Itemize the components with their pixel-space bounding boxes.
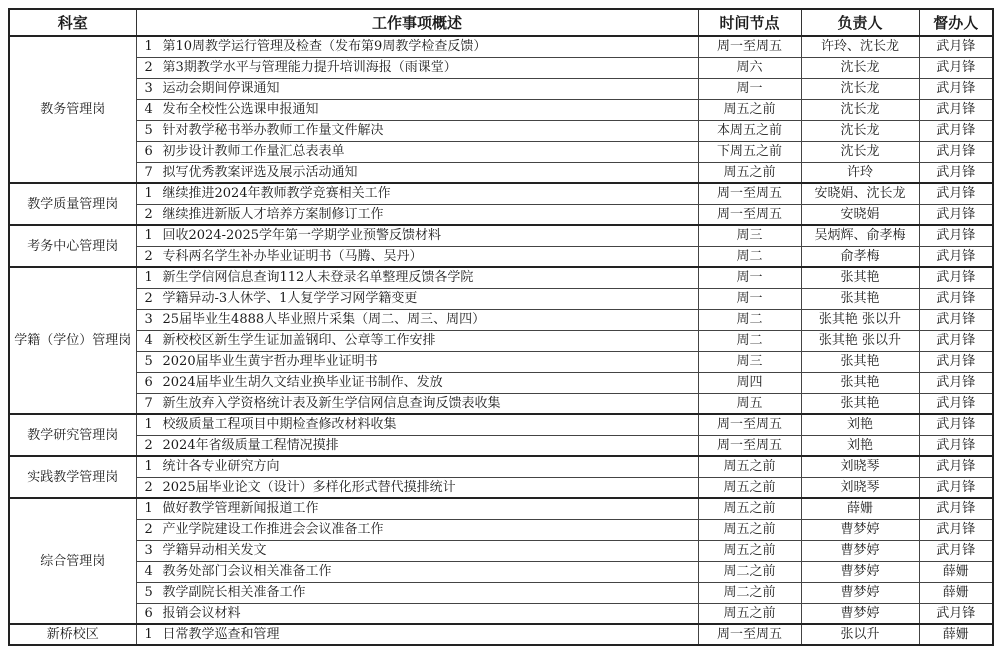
table-row [9,183,993,204]
supervisor-cell: 武月锋 [919,36,993,57]
item-number: 1 [144,501,153,517]
task-text: 继续推进新版人才培养方案制修订工作 [162,206,384,222]
owner-cell: 张以升 [801,624,919,645]
supervisor-cell: 薛姗 [919,582,993,603]
header-supervisor: 督办人 [919,9,993,36]
supervisor-cell: 武月锋 [919,498,993,519]
owner-cell: 沈长龙 [801,78,919,99]
task-cell [136,267,698,288]
time-cell: 周三 [698,225,801,246]
supervisor-cell: 武月锋 [919,351,993,372]
time-cell: 周一至周五 [698,624,801,645]
table-row [9,267,993,288]
time-cell: 周五之前 [698,162,801,183]
owner-cell: 张其艳 [801,351,919,372]
header-time: 时间节点 [698,9,801,36]
dept-cell: 实践教学管理岗 [9,456,136,498]
task-text: 初步设计教师工作量汇总表表单 [162,144,345,159]
task-cell [136,414,698,435]
table-row [9,582,993,603]
dept-cell: 教务管理岗 [9,36,136,183]
table-row [9,246,993,267]
table-row [9,414,993,435]
time-cell: 周五之前 [698,603,801,624]
item-number: 4 [144,333,153,348]
supervisor-cell: 武月锋 [919,246,993,267]
task-text: 回收2024-2025学年第一学期学业预警反馈材料 [162,228,442,244]
task-cell [136,225,698,246]
item-number: 1 [144,228,153,244]
time-cell: 周一 [698,78,801,99]
time-cell: 周二之前 [698,582,801,603]
supervisor-cell: 武月锋 [919,99,993,120]
task-cell [136,183,698,204]
task-text: 拟写优秀教案评选及展示活动通知 [162,164,358,180]
task-cell [136,603,698,624]
owner-cell: 张其艳 张以升 [801,309,919,330]
supervisor-cell: 武月锋 [919,225,993,246]
owner-cell: 许玲 [801,162,919,183]
task-text: 新生学信网信息查询112人未登录名单整理反馈各学院 [162,270,474,286]
table-row [9,477,993,498]
task-text: 第10周教学运行管理及检查（发布第9周教学检查反馈） [162,39,487,55]
item-number: 7 [144,164,153,180]
supervisor-cell: 武月锋 [919,435,993,456]
task-cell [136,120,698,141]
task-cell [136,372,698,393]
table-row [9,225,993,246]
table-row [9,36,993,57]
task-cell [136,351,698,372]
item-number: 3 [144,81,153,96]
time-cell: 周五之前 [698,99,801,120]
supervisor-cell: 武月锋 [919,78,993,99]
time-cell: 周五 [698,393,801,414]
header-dept: 科室 [9,9,136,36]
owner-cell: 刘艳 [801,435,919,456]
task-text: 学籍异动-3人休学、1人复学学习网学籍变更 [162,291,418,306]
owner-cell: 张其艳 [801,372,919,393]
task-cell [136,561,698,582]
table-row [9,519,993,540]
time-cell: 周一至周五 [698,204,801,225]
supervisor-cell: 武月锋 [919,162,993,183]
task-cell [136,582,698,603]
table-row [9,498,993,519]
table-row [9,120,993,141]
time-cell: 周一 [698,288,801,309]
task-text: 教学副院长相关准备工作 [162,585,306,600]
item-number: 6 [144,144,153,159]
item-number: 1 [144,627,153,642]
item-number: 5 [144,585,153,600]
owner-cell: 安晓娟 [801,204,919,225]
item-number: 3 [144,312,153,327]
item-number: 1 [144,270,153,286]
time-cell: 周一至周五 [698,414,801,435]
table-row [9,57,993,78]
task-text: 做好教学管理新闻报道工作 [162,501,319,517]
time-cell: 周一至周五 [698,435,801,456]
owner-cell: 张其艳 张以升 [801,330,919,351]
supervisor-cell: 武月锋 [919,120,993,141]
owner-cell: 刘艳 [801,414,919,435]
task-text: 2024届毕业生胡久文结业换毕业证书制作、发放 [162,375,443,390]
supervisor-cell: 武月锋 [919,603,993,624]
supervisor-cell: 武月锋 [919,519,993,540]
task-cell [136,288,698,309]
supervisor-cell: 武月锋 [919,57,993,78]
item-number: 1 [144,39,153,55]
task-cell [136,246,698,267]
task-text: 校级质量工程项目中期检查修改材料收集 [162,417,397,433]
time-cell: 周五之前 [698,519,801,540]
table-row [9,561,993,582]
task-cell [136,435,698,456]
item-number: 5 [144,123,153,138]
time-cell: 周五之前 [698,456,801,477]
work-schedule-table [8,8,994,646]
owner-cell: 曹梦婷 [801,603,919,624]
task-cell [136,330,698,351]
owner-cell: 吴炳辉、俞孝梅 [801,225,919,246]
task-cell [136,498,698,519]
header-owner: 负责人 [801,9,919,36]
supervisor-cell: 武月锋 [919,141,993,162]
header-task: 工作事项概述 [136,9,698,36]
header-row [9,9,993,36]
task-text: 专科两名学生补办毕业证明书（马腾、吴丹） [162,248,423,264]
task-cell [136,456,698,477]
item-number: 3 [144,543,153,558]
time-cell: 周三 [698,351,801,372]
supervisor-cell: 薛姗 [919,561,993,582]
task-text: 报销会议材料 [162,605,241,621]
item-number: 6 [144,605,153,621]
time-cell: 周二 [698,309,801,330]
task-cell [136,393,698,414]
task-cell [136,477,698,498]
task-text: 运动会期间停课通知 [162,81,280,96]
time-cell: 周一 [698,267,801,288]
time-cell: 周一至周五 [698,183,801,204]
task-text: 新生放弃入学资格统计表及新生学信网信息查询反馈表收集 [162,395,501,411]
time-cell: 下周五之前 [698,141,801,162]
task-text: 日常教学巡查和管理 [162,627,280,642]
task-cell [136,624,698,645]
item-number: 1 [144,459,153,475]
supervisor-cell: 武月锋 [919,183,993,204]
supervisor-cell: 武月锋 [919,204,993,225]
table-row [9,372,993,393]
dept-cell: 新桥校区 [9,624,136,645]
time-cell: 周二之前 [698,561,801,582]
table-row [9,456,993,477]
owner-cell: 沈长龙 [801,141,919,162]
owner-cell: 沈长龙 [801,99,919,120]
owner-cell: 沈长龙 [801,120,919,141]
table-row [9,162,993,183]
task-cell [136,141,698,162]
table-row [9,309,993,330]
item-number: 4 [144,564,153,579]
supervisor-cell: 武月锋 [919,267,993,288]
time-cell: 周五之前 [698,540,801,561]
task-text: 2025届毕业论文（设计）多样化形式替代摸排统计 [162,479,456,495]
owner-cell: 张其艳 [801,393,919,414]
table-row [9,393,993,414]
dept-cell: 教学研究管理岗 [9,414,136,456]
supervisor-cell: 武月锋 [919,393,993,414]
table-row [9,78,993,99]
task-cell [136,99,698,120]
table-row [9,141,993,162]
task-cell [136,519,698,540]
time-cell: 本周五之前 [698,120,801,141]
supervisor-cell: 武月锋 [919,540,993,561]
time-cell: 周五之前 [698,498,801,519]
table-row [9,624,993,645]
table-row [9,435,993,456]
time-cell: 周五之前 [698,477,801,498]
owner-cell: 曹梦婷 [801,519,919,540]
task-cell [136,36,698,57]
item-number: 2 [144,291,153,306]
task-cell [136,540,698,561]
supervisor-cell: 武月锋 [919,330,993,351]
time-cell: 周四 [698,372,801,393]
item-number: 6 [144,375,153,390]
item-number: 4 [144,102,153,117]
owner-cell: 刘晓琴 [801,477,919,498]
table-row [9,204,993,225]
task-text: 第3期教学水平与管理能力提升培训海报（雨课堂） [162,60,457,75]
task-text: 发布全校性公选课申报通知 [162,102,319,117]
task-text: 产业学院建设工作推进会会议准备工作 [162,522,384,537]
task-text: 继续推进2024年教师教学竞赛相关工作 [162,186,391,202]
item-number: 2 [144,248,153,264]
table-row [9,603,993,624]
task-text: 学籍异动相关发文 [162,543,267,558]
dept-cell: 学籍（学位）管理岗 [9,267,136,414]
task-cell [136,162,698,183]
supervisor-cell: 武月锋 [919,372,993,393]
task-cell [136,309,698,330]
time-cell: 周二 [698,330,801,351]
table-row [9,330,993,351]
owner-cell: 张其艳 [801,288,919,309]
task-text: 针对教学秘书举办教师工作量文件解决 [162,123,384,138]
time-cell: 周六 [698,57,801,78]
task-text: 新校校区新生学生证加盖钢印、公章等工作安排 [162,333,436,348]
table-row [9,288,993,309]
task-cell [136,78,698,99]
owner-cell: 安晓娟、沈长龙 [801,183,919,204]
item-number: 5 [144,354,153,369]
task-text: 25届毕业生4888人毕业照片采集（周二、周三、周四） [162,312,486,327]
supervisor-cell: 武月锋 [919,477,993,498]
time-cell: 周一至周五 [698,36,801,57]
supervisor-cell: 武月锋 [919,309,993,330]
owner-cell: 张其艳 [801,267,919,288]
owner-cell: 俞孝梅 [801,246,919,267]
owner-cell: 曹梦婷 [801,561,919,582]
owner-cell: 沈长龙 [801,57,919,78]
item-number: 7 [144,395,153,411]
owner-cell: 薛姗 [801,498,919,519]
task-text: 2024年省级质量工程情况摸排 [162,437,339,453]
item-number: 2 [144,522,153,537]
owner-cell: 曹梦婷 [801,582,919,603]
supervisor-cell: 武月锋 [919,288,993,309]
item-number: 2 [144,60,153,75]
supervisor-cell: 薛姗 [919,624,993,645]
task-text: 教务处部门会议相关准备工作 [162,564,332,579]
task-text: 2020届毕业生黄宇哲办理毕业证明书 [162,354,378,369]
task-cell [136,204,698,225]
item-number: 2 [144,479,153,495]
owner-cell: 刘晓琴 [801,456,919,477]
owner-cell: 曹梦婷 [801,540,919,561]
item-number: 2 [144,206,153,222]
item-number: 1 [144,186,153,202]
item-number: 1 [144,417,153,433]
table-body [9,36,993,645]
supervisor-cell: 武月锋 [919,456,993,477]
owner-cell: 许玲、沈长龙 [801,36,919,57]
supervisor-cell: 武月锋 [919,414,993,435]
table-row [9,351,993,372]
dept-cell: 综合管理岗 [9,498,136,624]
table-row [9,540,993,561]
dept-cell: 考务中心管理岗 [9,225,136,267]
time-cell: 周二 [698,246,801,267]
task-text: 统计各专业研究方向 [162,459,280,475]
task-cell [136,57,698,78]
dept-cell: 教学质量管理岗 [9,183,136,225]
table-row [9,99,993,120]
item-number: 2 [144,437,153,453]
